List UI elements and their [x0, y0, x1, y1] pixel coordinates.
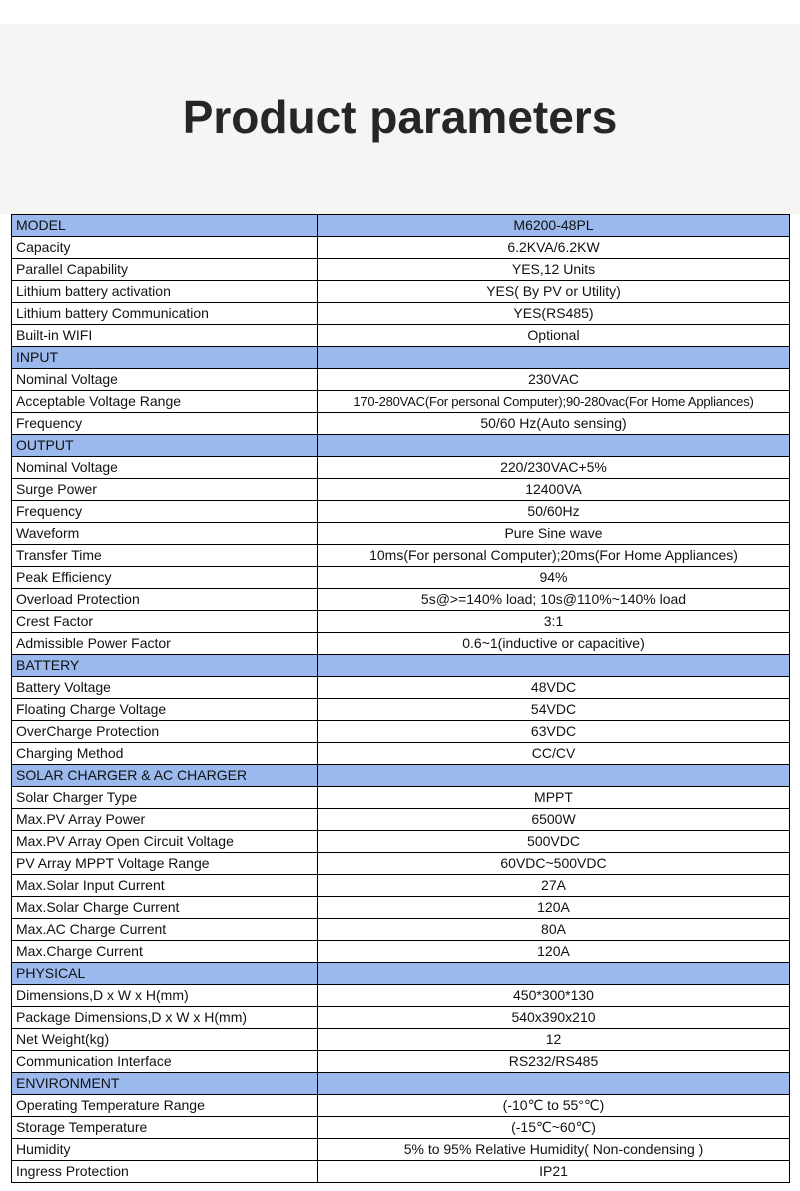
- section-label: PHYSICAL: [12, 963, 318, 985]
- section-label: MODEL: [12, 215, 318, 237]
- table-row: [12, 1161, 790, 1183]
- param-label: Acceptable Voltage Range: [12, 391, 318, 413]
- param-value: 12400VA: [318, 479, 790, 501]
- table-row: [12, 611, 790, 633]
- param-label: Admissible Power Factor: [12, 633, 318, 655]
- table-row: [12, 589, 790, 611]
- param-value: 50/60 Hz(Auto sensing): [318, 413, 790, 435]
- table-row: [12, 831, 790, 853]
- table-row: [12, 369, 790, 391]
- param-value: 0.6~1(inductive or capacitive): [318, 633, 790, 655]
- table-row: [12, 501, 790, 523]
- param-value: 230VAC: [318, 369, 790, 391]
- section-value: [318, 655, 790, 677]
- table-row: [12, 633, 790, 655]
- param-label: Peak Efficiency: [12, 567, 318, 589]
- table-row: [12, 567, 790, 589]
- section-label: OUTPUT: [12, 435, 318, 457]
- param-label: Operating Temperature Range: [12, 1095, 318, 1117]
- param-value: 5% to 95% Relative Humidity( Non-condensing ): [318, 1139, 790, 1161]
- table-row: [12, 303, 790, 325]
- param-label: Lithium battery activation: [12, 281, 318, 303]
- section-value: [318, 963, 790, 985]
- param-value: (-10℃ to 55°℃): [318, 1095, 790, 1117]
- param-value: YES,12 Units: [318, 259, 790, 281]
- table-row: [12, 413, 790, 435]
- table-row: [12, 1095, 790, 1117]
- param-label: Built-in WIFI: [12, 325, 318, 347]
- param-label: Parallel Capability: [12, 259, 318, 281]
- table-row: [12, 809, 790, 831]
- table-row: [12, 259, 790, 281]
- table-row: [12, 699, 790, 721]
- param-value: 3:1: [318, 611, 790, 633]
- param-label: Surge Power: [12, 479, 318, 501]
- param-value: 6.2KVA/6.2KW: [318, 237, 790, 259]
- param-value: MPPT: [318, 787, 790, 809]
- table-row: [12, 721, 790, 743]
- section-label: INPUT: [12, 347, 318, 369]
- param-value: Optional: [318, 325, 790, 347]
- section-header-row: [12, 1073, 790, 1095]
- param-label: Dimensions,D x W x H(mm): [12, 985, 318, 1007]
- param-value: 12: [318, 1029, 790, 1051]
- param-label: Max.PV Array Open Circuit Voltage: [12, 831, 318, 853]
- table-row: [12, 1139, 790, 1161]
- param-value: 120A: [318, 941, 790, 963]
- param-value: 540x390x210: [318, 1007, 790, 1029]
- table-row: [12, 457, 790, 479]
- param-label: Frequency: [12, 413, 318, 435]
- param-label: Waveform: [12, 523, 318, 545]
- param-label: Lithium battery Communication: [12, 303, 318, 325]
- param-value: 10ms(For personal Computer);20ms(For Home Appliances): [318, 545, 790, 567]
- param-label: Capacity: [12, 237, 318, 259]
- param-value: 60VDC~500VDC: [318, 853, 790, 875]
- param-value: 6500W: [318, 809, 790, 831]
- param-value: 170-280VAC(For personal Computer);90-280vac(For Home Appliances): [318, 391, 790, 413]
- param-label: Battery Voltage: [12, 677, 318, 699]
- param-value: CC/CV: [318, 743, 790, 765]
- param-value: 63VDC: [318, 721, 790, 743]
- param-label: Overload Protection: [12, 589, 318, 611]
- table-row: [12, 853, 790, 875]
- table-row: [12, 545, 790, 567]
- table-row: [12, 787, 790, 809]
- table-row: [12, 897, 790, 919]
- table-row: [12, 325, 790, 347]
- table-row: [12, 237, 790, 259]
- spec-table-body: [12, 215, 790, 1183]
- param-label: Storage Temperature: [12, 1117, 318, 1139]
- param-label: Humidity: [12, 1139, 318, 1161]
- param-label: Communication Interface: [12, 1051, 318, 1073]
- section-label: BATTERY: [12, 655, 318, 677]
- param-label: Max.Solar Charge Current: [12, 897, 318, 919]
- param-label: Net Weight(kg): [12, 1029, 318, 1051]
- param-label: OverCharge Protection: [12, 721, 318, 743]
- param-label: Nominal Voltage: [12, 369, 318, 391]
- section-header-row: [12, 765, 790, 787]
- param-value: 48VDC: [318, 677, 790, 699]
- param-value: 50/60Hz: [318, 501, 790, 523]
- table-row: [12, 1007, 790, 1029]
- section-header-row: [12, 435, 790, 457]
- section-header-row: [12, 963, 790, 985]
- param-value: 220/230VAC+5%: [318, 457, 790, 479]
- param-value: 120A: [318, 897, 790, 919]
- param-value: Pure Sine wave: [318, 523, 790, 545]
- param-label: Solar Charger Type: [12, 787, 318, 809]
- section-header-row: [12, 347, 790, 369]
- param-label: Crest Factor: [12, 611, 318, 633]
- param-value: (-15℃~60℃): [318, 1117, 790, 1139]
- param-value: 5s@>=140% load; 10s@110%~140% load: [318, 589, 790, 611]
- table-row: [12, 1029, 790, 1051]
- param-value: 450*300*130: [318, 985, 790, 1007]
- param-value: IP21: [318, 1161, 790, 1183]
- param-value: YES( By PV or Utility): [318, 281, 790, 303]
- spec-table: [11, 214, 790, 1183]
- section-value: [318, 765, 790, 787]
- table-row: [12, 919, 790, 941]
- table-row: [12, 1051, 790, 1073]
- section-value: [318, 435, 790, 457]
- param-label: Charging Method: [12, 743, 318, 765]
- section-label: SOLAR CHARGER & AC CHARGER: [12, 765, 318, 787]
- param-label: Max.Solar Input Current: [12, 875, 318, 897]
- section-header-row: [12, 215, 790, 237]
- param-label: Package Dimensions,D x W x H(mm): [12, 1007, 318, 1029]
- param-value: 54VDC: [318, 699, 790, 721]
- param-value: YES(RS485): [318, 303, 790, 325]
- table-row: [12, 523, 790, 545]
- table-row: [12, 875, 790, 897]
- param-label: Transfer Time: [12, 545, 318, 567]
- table-row: [12, 941, 790, 963]
- table-row: [12, 281, 790, 303]
- param-value: RS232/RS485: [318, 1051, 790, 1073]
- param-label: Frequency: [12, 501, 318, 523]
- table-row: [12, 677, 790, 699]
- param-value: 27A: [318, 875, 790, 897]
- param-label: Nominal Voltage: [12, 457, 318, 479]
- section-value: [318, 1073, 790, 1095]
- table-row: [12, 479, 790, 501]
- table-row: [12, 391, 790, 413]
- table-row: [12, 985, 790, 1007]
- param-value: 94%: [318, 567, 790, 589]
- param-label: Max.Charge Current: [12, 941, 318, 963]
- param-label: Max.AC Charge Current: [12, 919, 318, 941]
- param-value: 500VDC: [318, 831, 790, 853]
- param-label: Floating Charge Voltage: [12, 699, 318, 721]
- param-label: Ingress Protection: [12, 1161, 318, 1183]
- section-value: [318, 347, 790, 369]
- section-label: ENVIRONMENT: [12, 1073, 318, 1095]
- param-label: PV Array MPPT Voltage Range: [12, 853, 318, 875]
- page-title: Product parameters: [182, 91, 618, 143]
- table-row: [12, 743, 790, 765]
- param-label: Max.PV Array Power: [12, 809, 318, 831]
- table-row: [12, 1117, 790, 1139]
- param-value: 80A: [318, 919, 790, 941]
- section-value: M6200-48PL: [318, 215, 790, 237]
- section-header-row: [12, 655, 790, 677]
